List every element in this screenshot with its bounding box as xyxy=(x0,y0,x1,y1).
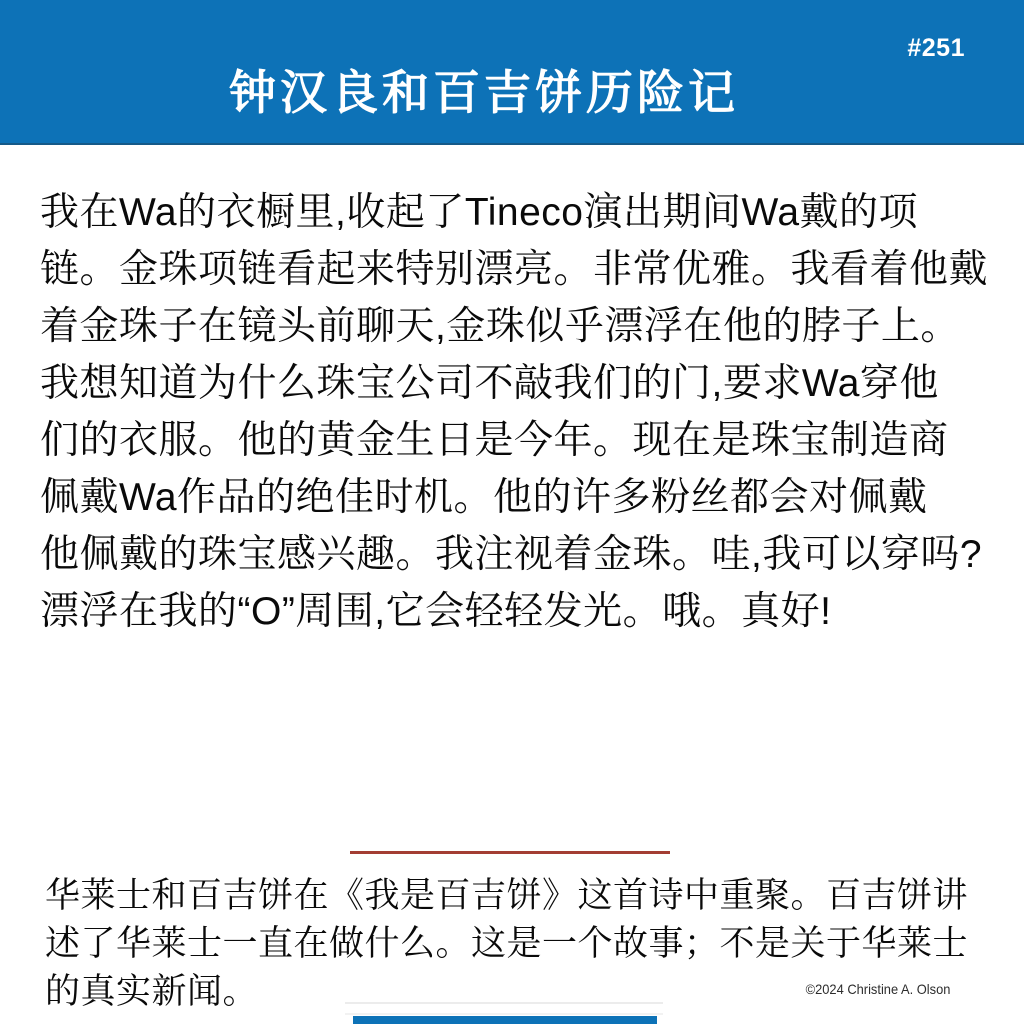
faint-divider-top xyxy=(345,1002,663,1004)
story-line: 们的衣服。他的黄金生日是今年。现在是珠宝制造商 xyxy=(40,419,949,462)
story-line: 我在Wa的衣橱里,收起了Tineco演出期间Wa戴的项 xyxy=(40,191,919,234)
story-text xyxy=(40,184,1000,640)
footer-line: 华莱士和百吉饼在《我是百吉饼》这首诗中重聚。百吉饼讲 xyxy=(45,876,969,915)
story-line: 漂浮在我的“O”周围,它会轻轻发光。哦。真好! xyxy=(40,590,832,633)
page-title: 钟汉良和百吉饼历险记 xyxy=(229,66,739,119)
story-line: 着金珠子在镜头前聊天,金珠似乎漂浮在他的脖子上。 xyxy=(40,305,960,348)
copyright-text: ©2024 Christine A. Olson xyxy=(805,981,950,997)
faint-divider-bottom xyxy=(345,1013,663,1015)
bottom-blue-bar xyxy=(353,1016,657,1024)
footer-line: 的真实新闻。 xyxy=(45,972,259,1011)
story-line: 我想知道为什么珠宝公司不敲我们的门,要求Wa穿他 xyxy=(40,362,939,405)
red-divider xyxy=(350,851,670,854)
footer-line: 述了华莱士一直在做什么。这是一个故事；不是关于华莱士 xyxy=(45,924,969,963)
header-banner xyxy=(0,0,1024,145)
story-line: 他佩戴的珠宝感兴趣。我注视着金珠。哇,我可以穿吗? xyxy=(40,533,983,576)
story-line: 佩戴Wa作品的绝佳时机。他的许多粉丝都会对佩戴 xyxy=(40,476,928,519)
story-line: 链。金珠项链看起来特别漂亮。非常优雅。我看着他戴 xyxy=(40,248,989,291)
issue-number: #251 xyxy=(907,34,965,62)
